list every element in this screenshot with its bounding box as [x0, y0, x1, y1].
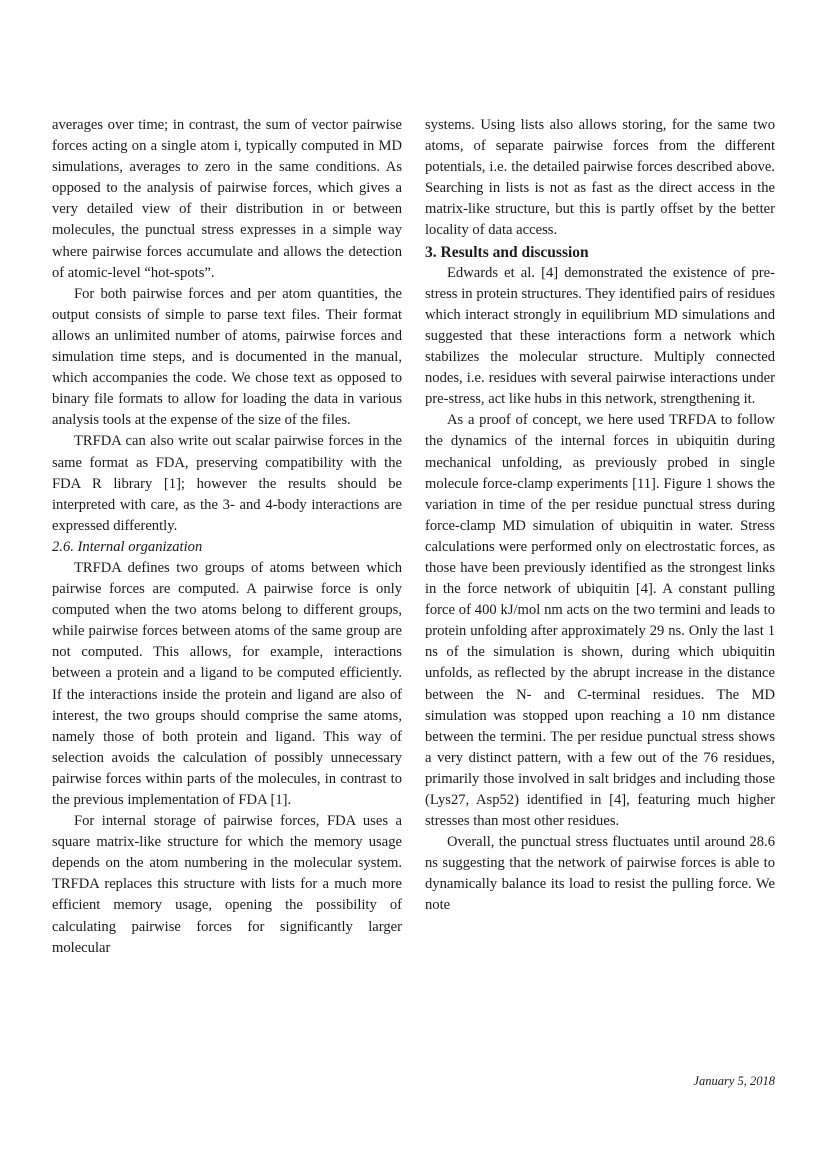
- paragraph: Edwards et al. [4] demonstrated the existence of pre-stress in protein structures. They identified pairs of residues which interact strongly in equilibrium MD simulations and suggested that these interactions form a network which stabilizes the molecular structure. Multiply connected nodes, i.e. residues with several pairwise interactions under pre-stress, act like hubs in this network, strengthening it.: [425, 264, 775, 408]
- paragraph: As a proof of concept, we here used TRFDA to follow the dynamics of the internal forces in ubiquitin during mechanical unfolding, as previously probed in single molecule force-clamp experiments [11]. Figure 1 shows the variation in time of the per residue punctual stress during force-clamp MD simulation of ubiquitin in water. Stress calculations were performed only on electrostatic forces, as those have been previously identified as the strongest links in the force network of ubiquitin [4]. A constant pulling force of 400 kJ/mol nm acts on the two termini and leads to protein unfolding after approximately 29 ns. Only the last 1 ns of the simulation is shown, during which ubiquitin unfolds, as reflected by the abrupt increase in the distance between the N- and C-terminal residues. The MD simulation was stopped upon reaching a 10 nm distance between the termini. The per residue punctual stress shows a very distinct pattern, with a few out of the 76 residues, primarily those involved in salt bridges and including those (Lys27, Asp52) identified in [4], featuring much higher stresses than most other residues.: [425, 412, 775, 830]
- left-column: [52, 115, 402, 959]
- paragraph: averages over time; in contrast, the sum of vector pairwise forces acting on a single atom i, typically computed in MD simulations, averages to zero in the same conditions. As opposed to the analysis of pairwise forces, which gives a very detailed view of their distribution in or between molecules, the punctual stress expresses in a simple way where pairwise forces accumulate and allows the detection of atomic-level “hot-spots”.: [52, 117, 402, 281]
- paragraph: For internal storage of pairwise forces, FDA uses a square matrix-like structure for which the memory usage depends on the atom numbering in the molecular system. TRFDA replaces this structure with lists for a much more efficient memory usage, opening the possibility of calculating pairwise forces for significantly larger molecular: [52, 813, 402, 956]
- paragraph: systems. Using lists also allows storing, for the same two atoms, of separate pairwise forces from the different potentials, i.e. the detailed pairwise forces described above. Searching in lists is not as fast as the direct access in the matrix-like structure, but this is partly offset by the better locality of data access.: [425, 117, 775, 239]
- paragraph: For both pairwise forces and per atom quantities, the output consists of simple to parse text files. Their format allows an unlimited number of atoms, pairwise forces and simulation time steps, and is documented in the manual, which accompanies the code. We chose text as opposed to binary file formats to allow for loading the data in various analysis tools at the expense of the size of the files.: [52, 285, 402, 429]
- section-heading: 3. Results and discussion: [425, 243, 589, 261]
- paragraph: TRFDA defines two groups of atoms between which pairwise forces are computed. A pairwise force is only computed when the two atoms belong to different groups, while pairwise forces between atoms of the same group are not computed. This allows, for example, interactions between a protein and a ligand to be computed efficiently. If the interactions inside the protein and ligand are also of interest, the two groups should comprise the same atoms, namely those of both protein and ligand. This way of selection avoids the calculation of possibly unnecessary pairwise forces within parts of the molecules, in contrast to the previous implementation of FDA [1].: [52, 559, 402, 808]
- paragraph: Overall, the punctual stress fluctuates until around 28.6 ns suggesting that the network of pairwise forces is able to dynamically balance its load to resist the pulling force. We note: [425, 834, 775, 914]
- right-column: [425, 115, 775, 917]
- footer-date: January 5, 2018: [693, 1074, 775, 1088]
- subsection-heading: 2.6. Internal organization: [52, 538, 203, 555]
- paragraph: TRFDA can also write out scalar pairwise forces in the same format as FDA, preserving compatibility with the FDA R library [1]; however the results should be interpreted with care, as the 3- and 4-body interactions are expressed differently.: [52, 433, 402, 534]
